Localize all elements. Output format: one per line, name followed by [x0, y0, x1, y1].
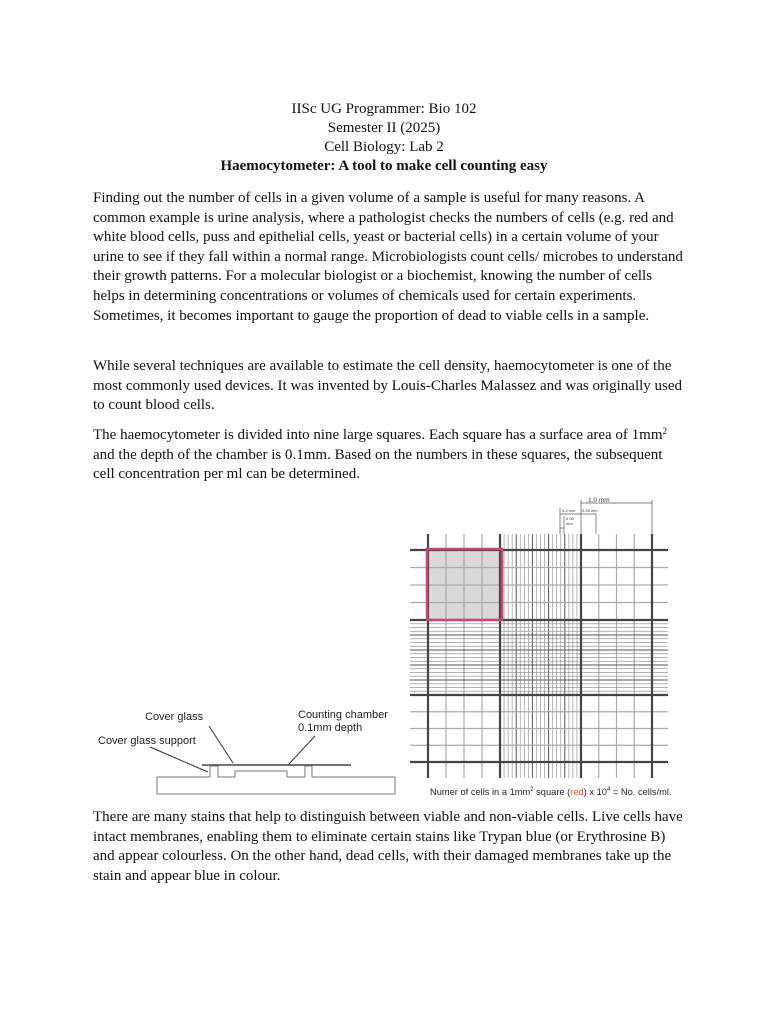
pointer-support: [150, 747, 208, 772]
caption-text: Numer of cells in a 1mm: [430, 787, 531, 797]
dim-label-0.2mm: 0.2 mm: [562, 508, 576, 513]
label-chamber-depth: 0.1mm depth: [298, 722, 363, 734]
pointer-chamber: [288, 736, 315, 765]
caption-text: ) x 10: [583, 787, 607, 797]
pointer-cover-glass: [209, 726, 233, 763]
caption-text: square (: [533, 787, 571, 797]
semester-line: Semester II (2025): [327, 120, 441, 136]
dim-label-0.25mm: 0.25 mm: [582, 508, 598, 513]
text-segment: The haemocytometer is divided into nine large squares. Each square has a surface area of 1mm: [93, 427, 663, 443]
dim-label-1mm: 1.0 mm: [588, 497, 610, 504]
paragraph-history: While several techniques are available to estimate the cell density, haemocytometer is one of the most commonly used devices. It was invented by Louis-Charles Malassez and was originally used to count blood cells.: [93, 358, 683, 414]
text-segment: and the depth of the chamber is 0.1mm. Based on the numbers in these squares, the subsequent cell concentration per ml can be determined.: [93, 446, 663, 483]
course-line: IISc UG Programmer: Bio 102: [291, 101, 477, 117]
superscript: 2: [662, 426, 668, 436]
caption-red-word: red: [570, 787, 584, 797]
paragraph-squares: [93, 426, 683, 485]
document-header: [0, 100, 768, 176]
dimension-annotations: [560, 500, 652, 534]
paragraph-stains: There are many stains that help to distinguish between viable and non-viable cells. Live cells have intact membranes, enabling them to eliminate certain stains like Trypan blue (or Erythrosine B) and appear colourless. On the other hand, dead cells, with their damaged membranes take up the stain and appear blue in colour.: [93, 809, 683, 884]
caption-text: = No. cells/ml.: [610, 787, 672, 797]
grid-caption: [430, 787, 672, 797]
slide-body: [157, 766, 395, 794]
caption-sup: 4: [606, 787, 611, 793]
paragraph-intro: Finding out the number of cells in a given volume of a sample is useful for many reasons. A common example is urine analysis, where a pathologist checks the numbers of cells (e.g. red and white blood cells, puss and epithelial cells, yeast or bacterial cells) in a certain volume of your urine to see if they fall within a normal range. Microbiologists count cells/ microbes to understand their growth patterns. For a molecular biologist or a biochemist, knowing the number of cells helps in determining concentrations or volumes of chemicals used for certain experiments. Sometimes, it becomes important to gauge the proportion of dead to viable cells in a sample.: [93, 190, 683, 324]
label-cover-glass: Cover glass: [145, 711, 204, 723]
caption-sup: 2: [530, 787, 534, 793]
label-counting-chamber: Counting chamber: [298, 709, 388, 721]
label-cover-glass-support: Cover glass support: [98, 735, 196, 747]
haemocytometer-cross-section: [90, 700, 400, 800]
haemocytometer-grid: [400, 490, 680, 790]
dim-label-0.05mm-unit: mm: [566, 521, 573, 526]
document-title: Haemocytometer: A tool to make cell counting easy: [220, 158, 548, 174]
dim-label-0.05mm: 0.05: [566, 516, 574, 521]
lab-line: Cell Biology: Lab 2: [324, 139, 444, 155]
